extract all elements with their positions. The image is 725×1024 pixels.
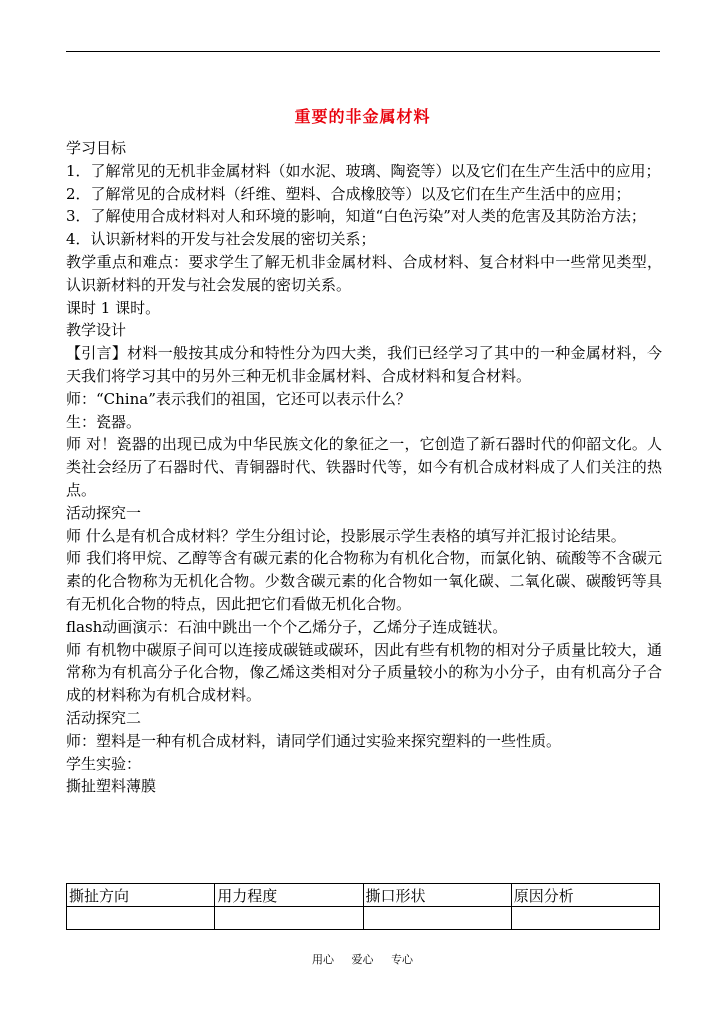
paragraph: 活动探究二 [66, 708, 142, 727]
table-cell [67, 907, 215, 930]
paragraph: 师：“China”表示我们的祖国，它还可以表示什么？ [66, 389, 411, 408]
paragraph: 生：瓷器。 [66, 412, 142, 431]
table-cell [511, 907, 659, 930]
table-header-cell: 撕口形状 [363, 884, 511, 907]
paragraph: 学习目标 [66, 139, 127, 157]
paragraph: 课时 1 课时。 [66, 298, 161, 317]
paragraph: 教学设计 [66, 321, 127, 340]
paragraph: flash动画演示：石油中跳出一个个乙烯分子，乙烯分子连成链状。 [66, 617, 508, 636]
paragraph: 1．了解常见的无机非金属材料（如水泥、玻璃、陶瓷等）以及它们在生产生活中的应用； [66, 161, 661, 180]
paragraph: 活动探究一 [66, 503, 142, 522]
paragraph: 3．了解使用合成材料对人和环境的影响，知道“白色污染”对人类的危害及其防治方法； [66, 207, 646, 226]
experiment-table [66, 883, 660, 930]
table-header-cell: 用力程度 [215, 884, 363, 907]
header-rule [66, 51, 660, 52]
paragraph: 教学重点和难点：要求学生了解无机非金属材料、合成材料、复合材料中一些常见类型，认识新材料的开发与社会发展的密切关系。 [66, 252, 662, 294]
paragraph: 师 什么是有机合成材料？学生分组讨论，投影展示学生表格的填写并汇报讨论结果。 [66, 526, 626, 545]
paragraph: 师 对！瓷器的出现已成为中华民族文化的象征之一，它创造了新石器时代的仰韶文化。人类社会经历了石器时代、青铜器时代、铁器时代等，如今有机合成材料成了人们关注的热点。 [66, 435, 662, 499]
paragraph: 4．认识新材料的开发与社会发展的密切关系； [66, 230, 376, 249]
table-header-cell: 撕扯方向 [67, 884, 215, 907]
paragraph: 【引言】材料一般按其成分和特性分为四大类，我们已经学习了其中的一种金属材料，今天我们将学习其中的另外三种无机非金属材料、合成材料和复合材料。 [66, 344, 662, 385]
document-title: 重要的非金属材料 [294, 107, 431, 126]
paragraph: 师 我们将甲烷、乙醇等含有碳元素的化合物称为有机化合物，而氯化钠、硫酸等不含碳元素的化合物称为无机化合物。少数含碳元素的化合物如一氧化碳、二氧化碳、碳酸钙等具有无机化合物的特点，因此把它们看做无机化合物。 [66, 549, 662, 613]
document-body [66, 137, 662, 798]
paragraph: 撕扯塑料薄膜 [66, 777, 157, 796]
paragraph: 2．了解常见的合成材料（纤维、塑料、合成橡胶等）以及它们在生产生活中的应用； [66, 184, 631, 203]
table-cell [363, 907, 511, 930]
page-footer: 用心 爱心 专心 [312, 953, 413, 966]
table-row [67, 907, 660, 930]
paragraph: 学生实验： [66, 754, 142, 773]
table-cell [215, 907, 363, 930]
table-header-cell: 原因分析 [511, 884, 659, 907]
table-header-row [67, 884, 660, 907]
paragraph: 师 有机物中碳原子间可以连接成碳链或碳环，因此有些有机物的相对分子质量比较大，通常称为有机高分子化合物，像乙烯这类相对分子质量较小的称为小分子，由有机高分子合成的材料称为有机合成材料。 [66, 640, 662, 705]
paragraph: 师：塑料是一种有机合成材料，请同学们通过实验来探究塑料的一些性质。 [66, 731, 562, 750]
